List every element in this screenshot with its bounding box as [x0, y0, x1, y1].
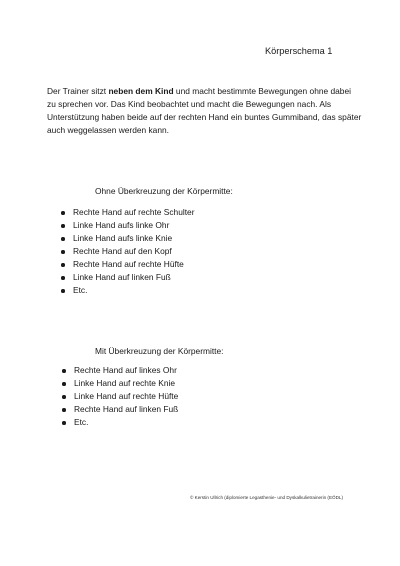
list-item: Etc. [62, 416, 178, 429]
intro-paragraph [47, 85, 362, 137]
intro-text-start: Der Trainer sitzt [47, 86, 109, 96]
list-item: Rechte Hand auf den Kopf [61, 245, 195, 258]
intro-text-bold: neben dem Kind [108, 86, 174, 96]
list-item: Rechte Hand auf linken Fuß [62, 403, 178, 416]
list-item: Linke Hand auf rechte Knie [62, 377, 178, 390]
list-item: Linke Hand auf linken Fuß [61, 271, 195, 284]
bullet-list-with-crossing [62, 364, 178, 429]
list-item: Linke Hand aufs linke Ohr [61, 219, 195, 232]
list-item: Etc. [61, 284, 195, 297]
list-item: Linke Hand auf rechte Hüfte [62, 390, 178, 403]
list-item: Rechte Hand auf rechte Schulter [61, 206, 195, 219]
list-item: Rechte Hand auf linkes Ohr [62, 364, 178, 377]
intro-text-end: und macht bestimmte Bewegungen ohne dabei zu sprechen vor. Das Kind beobachtet und macht die Bewegungen nach. Als Unterstützung haben beide auf der rechten Hand ein buntes Gummiband, das später auch weggelassen werden kann. [47, 86, 362, 135]
section-heading-without-crossing: Ohne Überkreuzung der Körpermitte: [95, 186, 233, 196]
bullet-list-without-crossing [61, 206, 195, 297]
page-title: Körperschema 1 [265, 46, 333, 56]
list-item: Linke Hand aufs linke Knie [61, 232, 195, 245]
list-item: Rechte Hand auf rechte Hüfte [61, 258, 195, 271]
copyright-footer: © Kerstin Ullrich (diplomierte Legasthenie- und Dyskalkulietrainerin (EÖDL) [190, 495, 343, 500]
section-heading-with-crossing: Mit Überkreuzung der Körpermitte: [95, 346, 224, 356]
